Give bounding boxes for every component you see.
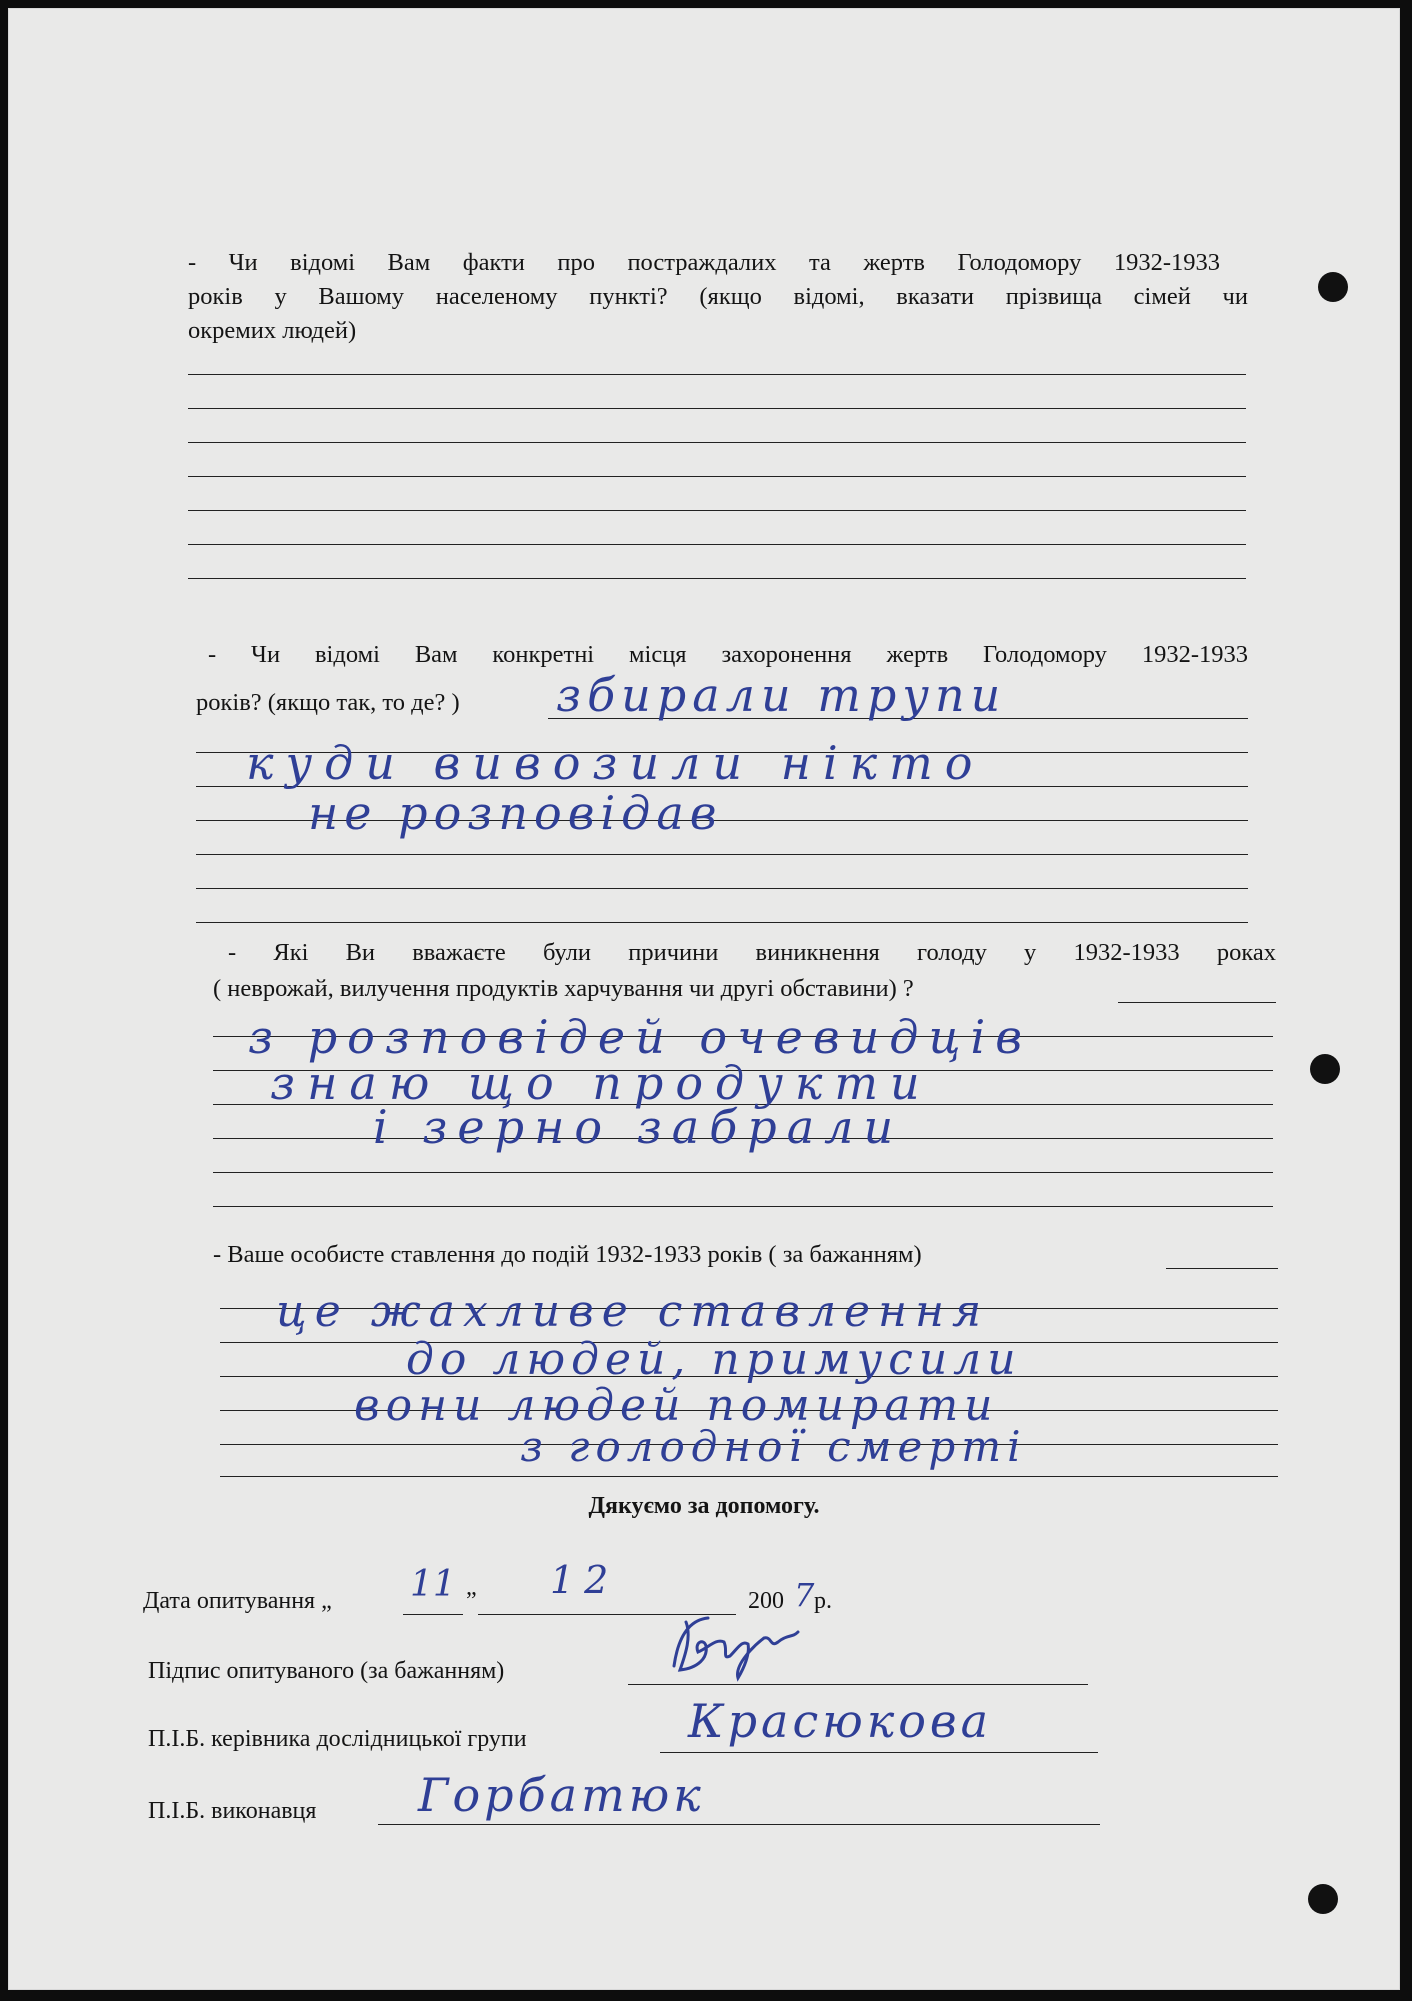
question-1-line-3: окремих людей) xyxy=(188,317,357,344)
research-leader-label: П.І.Б. керівника дослідницької групи xyxy=(148,1726,527,1752)
executor-line xyxy=(378,1824,1100,1825)
answer-line xyxy=(188,374,1246,375)
handwritten-answer-2-line-1: збирали трупи xyxy=(556,668,1007,722)
answer-line xyxy=(220,1476,1278,1477)
answer-line xyxy=(196,888,1248,889)
answer-line xyxy=(196,854,1248,855)
thanks-note: Дякуємо за допомогу. xyxy=(588,1493,820,1519)
answer-line xyxy=(188,442,1246,443)
executor-name: Горбатюк xyxy=(418,1768,705,1822)
date-close-quote: ” xyxy=(466,1588,477,1614)
handwritten-date-year-digit: 7 xyxy=(794,1576,815,1614)
handwritten-answer-3-line-2: знаю що продукти xyxy=(270,1056,932,1110)
question-2-line-1: - Чи відомі Вам конкретні місця захоронення жертв Голодомору 1932-1933 xyxy=(208,641,1248,668)
answer-line xyxy=(1118,1002,1276,1003)
signature-label: Підпис опитуваного (за бажанням) xyxy=(148,1658,505,1684)
handwritten-answer-4-line-1: це жахливе ставлення xyxy=(276,1286,990,1337)
research-leader-name: Красюкова xyxy=(688,1694,993,1748)
date-day-line xyxy=(403,1614,463,1615)
answer-line xyxy=(196,922,1248,923)
handwritten-answer-3-line-1: з розповідей очевидців xyxy=(248,1010,1033,1064)
handwritten-date-month: 12 xyxy=(550,1558,619,1602)
date-year-suffix: р. xyxy=(814,1588,832,1614)
answer-line xyxy=(188,510,1246,511)
executor-label: П.І.Б. виконавця xyxy=(148,1798,317,1824)
question-2-line-2: років? (якщо так, то де? ) xyxy=(196,689,460,716)
question-1-line-1: - Чи відомі Вам факти про постраждалих та жертв Голодомору 1932-1933 xyxy=(188,249,1220,276)
date-year-prefix: 200 xyxy=(748,1588,784,1614)
handwritten-answer-4-line-4: з голодної смерті xyxy=(520,1422,1027,1471)
handwritten-answer-3-line-3: і зерно забрали xyxy=(373,1100,904,1154)
research-leader-line xyxy=(660,1752,1098,1753)
handwritten-answer-2-line-3: не розповідав xyxy=(308,786,723,840)
question-3-line-2: ( неврожай, вилучення продуктів харчування чи другі обставини) ? xyxy=(213,975,914,1002)
punch-hole-top xyxy=(1318,272,1348,302)
answer-line xyxy=(213,1206,1273,1207)
handwritten-signature xyxy=(668,1608,908,1688)
handwritten-answer-4-line-3: вони людей помирати xyxy=(354,1380,999,1431)
question-4-line-1: - Ваше особисте ставлення до подій 1932-1933 років ( за бажанням) xyxy=(213,1241,922,1268)
question-3-line-1: - Які Ви вважаєте були причини виникнення голоду у 1932-1933 роках xyxy=(228,939,1276,966)
handwritten-date-day: 11 xyxy=(410,1564,456,1605)
punch-hole-bottom xyxy=(1308,1884,1338,1914)
handwritten-answer-4-line-2: до людей, примусили xyxy=(406,1334,1022,1385)
survey-date-label: Дата опитування „ xyxy=(143,1588,332,1614)
answer-line xyxy=(188,408,1246,409)
answer-line xyxy=(188,476,1246,477)
answer-line xyxy=(188,578,1246,579)
answer-line xyxy=(1166,1268,1278,1269)
questionnaire-page xyxy=(8,8,1400,1990)
answer-line xyxy=(188,544,1246,545)
punch-hole-middle xyxy=(1310,1054,1340,1084)
handwritten-answer-2-line-2: куди вивозили нікто xyxy=(246,736,985,790)
answer-line xyxy=(213,1172,1273,1173)
question-1-line-2: років у Вашому населеному пункті? (якщо відомі, вказати прізвища сімей чи xyxy=(188,283,1248,310)
